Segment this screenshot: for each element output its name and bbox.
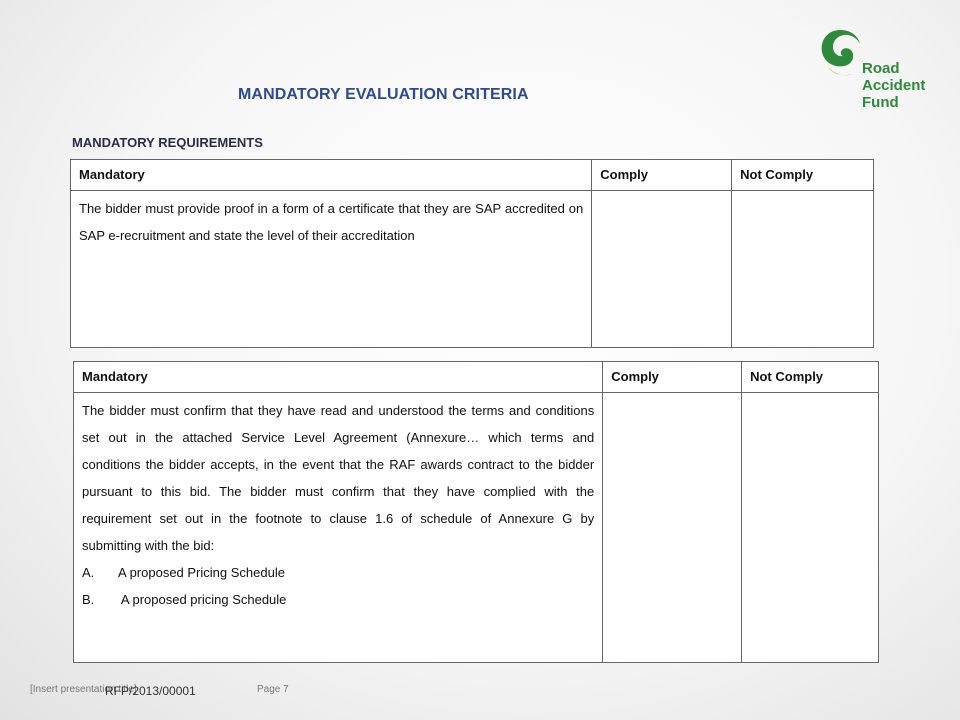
header-mandatory: Mandatory — [71, 160, 592, 191]
table-header-row — [71, 160, 874, 191]
requirement-text: The bidder must confirm that they have read and understood the terms and conditions set out in the attached Service Level Agreement (Annexure… which terms and conditions the bidder accepts, in the event that the RAF awards contract to the bidder pursuant to this bid. The bidder must confirm that they have complied with the requirement set out in the footnote to clause 1.6 of schedule of Annexure G by submitting with the bid: — [82, 403, 595, 553]
requirements-table-1 — [70, 159, 874, 348]
table-row — [74, 393, 879, 663]
road-accident-fund-logo — [818, 26, 938, 116]
requirements-table-2 — [73, 361, 879, 663]
list-item-text: A proposed pricing Schedule — [118, 592, 287, 607]
header-comply: Comply — [592, 160, 732, 191]
raf-swirl-icon — [818, 26, 862, 86]
logo-line-road: Road — [862, 60, 900, 77]
requirement-cell — [74, 393, 603, 663]
section-subtitle: MANDATORY REQUIREMENTS — [72, 135, 263, 150]
logo-line-accident: Accident — [862, 77, 926, 94]
logo-wordmark — [862, 60, 925, 111]
list-marker: A. — [82, 565, 95, 580]
logo-line-fund: Fund — [862, 94, 899, 111]
footer-presentation-title: [Insert presentation title] — [30, 684, 137, 695]
header-mandatory: Mandatory — [74, 362, 603, 393]
not-comply-cell[interactable] — [742, 393, 879, 663]
header-not-comply: Not Comply — [732, 160, 874, 191]
list-item-text: A proposed Pricing Schedule — [118, 565, 285, 580]
table-row — [71, 191, 874, 348]
comply-cell[interactable] — [592, 191, 732, 348]
header-not-comply: Not Comply — [742, 362, 879, 393]
page-title: MANDATORY EVALUATION CRITERIA — [238, 86, 529, 103]
table-header-row — [74, 362, 879, 393]
requirement-text: The bidder must provide proof in a form of a certificate that they are SAP accredited on SAP e-recruitment and state the level of their accreditation — [71, 191, 592, 348]
list-marker: B. — [82, 592, 95, 607]
comply-cell[interactable] — [603, 393, 742, 663]
list-item — [82, 559, 594, 586]
header-comply: Comply — [603, 362, 742, 393]
footer-reference: RFP/2013/00001 — [105, 684, 196, 698]
list-item — [82, 586, 594, 613]
not-comply-cell[interactable] — [732, 191, 874, 348]
footer-page-number: Page 7 — [257, 684, 289, 695]
